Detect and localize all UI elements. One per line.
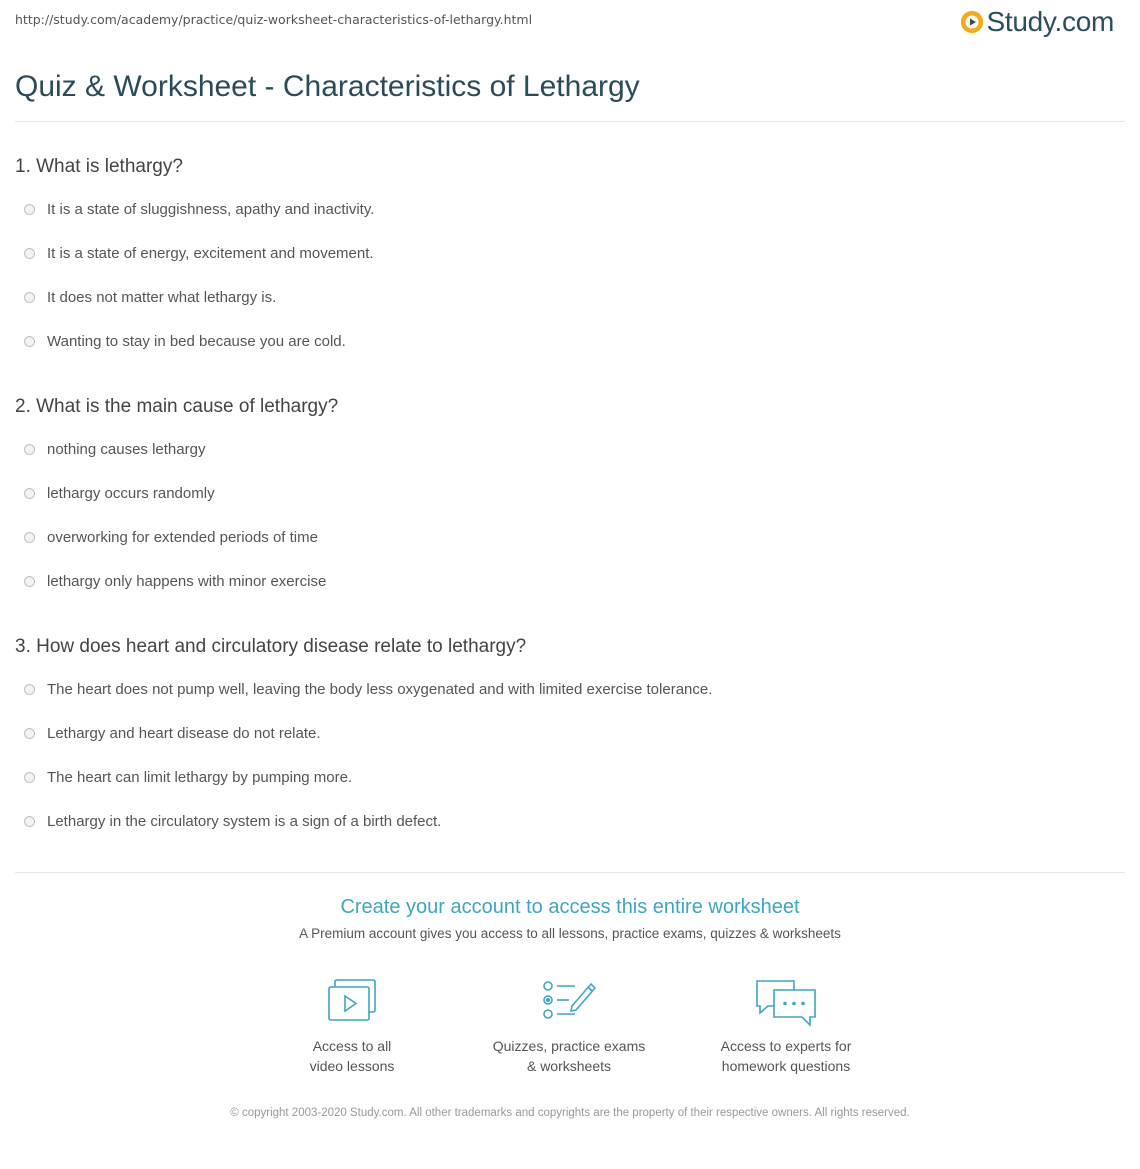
option-label: Wanting to stay in bed because you are cold. bbox=[47, 333, 346, 350]
radio-icon[interactable] bbox=[24, 488, 35, 499]
chat-bubbles-icon bbox=[754, 978, 818, 1030]
answer-option[interactable] bbox=[24, 333, 346, 350]
feature-quizzes bbox=[469, 978, 669, 1076]
option-label: lethargy occurs randomly bbox=[47, 485, 215, 502]
option-label: The heart can limit lethargy by pumping more. bbox=[47, 769, 353, 786]
option-label: overworking for extended periods of time bbox=[47, 529, 318, 546]
copyright-footer: © copyright 2003-2020 Study.com. All other trademarks and copyrights are the property of their respective owners. All rights reserved. bbox=[230, 1107, 910, 1119]
question-3: 3. How does heart and circulatory disease relate to lethargy? bbox=[15, 636, 527, 657]
quiz-checklist-icon bbox=[541, 978, 597, 1024]
radio-icon[interactable] bbox=[24, 816, 35, 827]
page-title: Quiz & Worksheet - Characteristics of Lethargy bbox=[15, 70, 640, 103]
answer-option[interactable] bbox=[24, 289, 276, 306]
radio-icon[interactable] bbox=[24, 532, 35, 543]
answer-option[interactable] bbox=[24, 441, 205, 458]
radio-icon[interactable] bbox=[24, 336, 35, 347]
title-divider bbox=[15, 121, 1125, 122]
answer-option[interactable] bbox=[24, 201, 374, 218]
video-lessons-icon bbox=[326, 978, 378, 1024]
answer-option[interactable] bbox=[24, 725, 321, 742]
feature-experts bbox=[686, 978, 886, 1076]
option-label: nothing causes lethargy bbox=[47, 441, 206, 458]
answer-option[interactable] bbox=[24, 769, 352, 786]
option-label: lethargy only happens with minor exercise bbox=[47, 573, 327, 590]
question-1: 1. What is lethargy? bbox=[15, 156, 183, 177]
answer-option[interactable] bbox=[24, 813, 441, 830]
feature-label: Quizzes, practice exams & worksheets bbox=[492, 1038, 646, 1074]
radio-icon[interactable] bbox=[24, 728, 35, 739]
section-divider bbox=[15, 872, 1125, 873]
radio-icon[interactable] bbox=[24, 292, 35, 303]
answer-option[interactable] bbox=[24, 485, 215, 502]
answer-option[interactable] bbox=[24, 573, 326, 590]
answer-option[interactable] bbox=[24, 529, 318, 546]
create-account-link[interactable]: Create your account to access this entire worksheet bbox=[340, 896, 800, 918]
option-label: The heart does not pump well, leaving the body less oxygenated and with limited exercise tolerance. bbox=[47, 681, 713, 698]
radio-icon[interactable] bbox=[24, 576, 35, 587]
option-label: Lethargy and heart disease do not relate. bbox=[47, 725, 321, 742]
logo-text: Study.com bbox=[986, 6, 1114, 37]
feature-label: Access to all video lessons bbox=[309, 1038, 395, 1074]
option-label: It is a state of energy, excitement and movement. bbox=[47, 245, 374, 262]
option-label: It is a state of sluggishness, apathy and inactivity. bbox=[47, 201, 375, 218]
option-label: Lethargy in the circulatory system is a sign of a birth defect. bbox=[47, 813, 442, 830]
option-label: It does not matter what lethargy is. bbox=[47, 289, 277, 306]
play-circle-icon bbox=[961, 11, 983, 33]
page-url: http://study.com/academy/practice/quiz-worksheet-characteristics-of-lethargy.html bbox=[15, 12, 533, 27]
answer-option[interactable] bbox=[24, 245, 374, 262]
feature-video-lessons bbox=[252, 978, 452, 1076]
question-2: 2. What is the main cause of lethargy? bbox=[15, 396, 339, 417]
feature-label: Access to experts for homework questions bbox=[720, 1038, 852, 1074]
study-logo[interactable] bbox=[961, 6, 1115, 38]
radio-icon[interactable] bbox=[24, 204, 35, 215]
radio-icon[interactable] bbox=[24, 684, 35, 695]
radio-icon[interactable] bbox=[24, 248, 35, 259]
premium-description: A Premium account gives you access to all lessons, practice exams, quizzes & worksheets bbox=[299, 926, 841, 941]
radio-icon[interactable] bbox=[24, 444, 35, 455]
radio-icon[interactable] bbox=[24, 772, 35, 783]
answer-option[interactable] bbox=[24, 681, 712, 698]
